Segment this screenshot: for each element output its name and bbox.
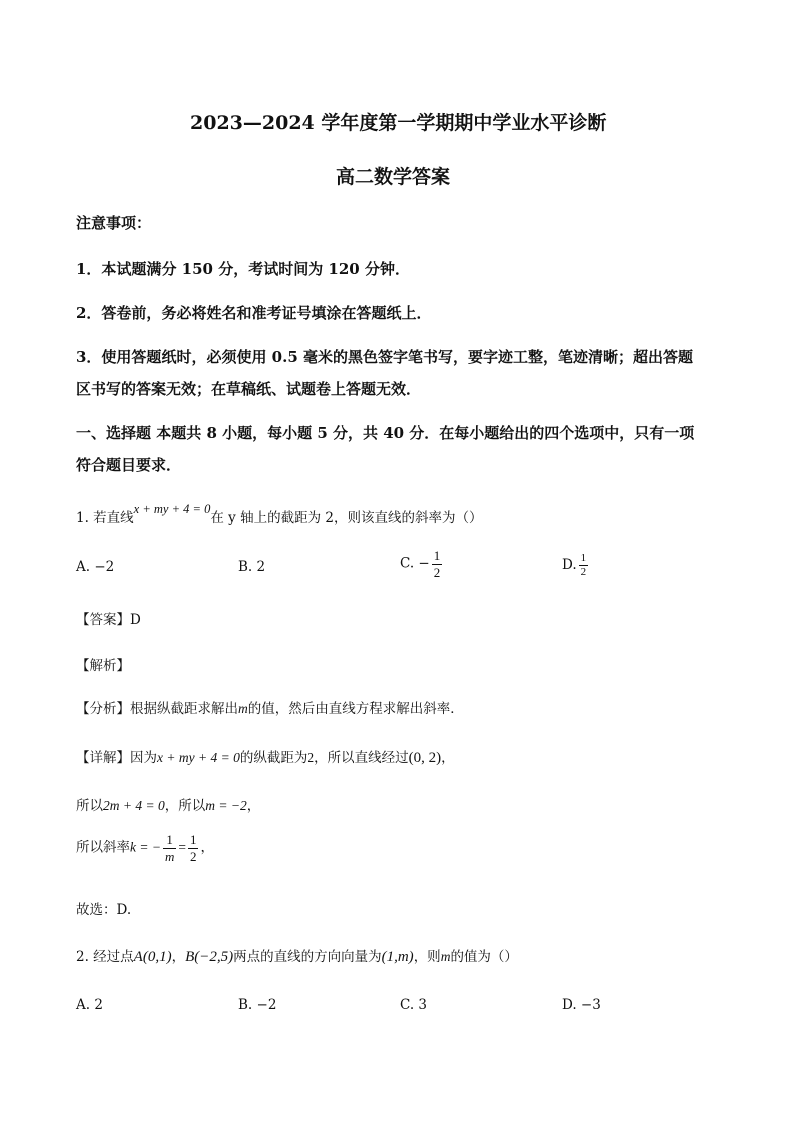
question-1-option-c	[400, 548, 444, 580]
fenxi-suffix: 的值，然后由直线方程求解出斜率．	[247, 701, 464, 717]
question-1-option-c-fraction	[432, 548, 443, 580]
step2-equation-1: 2m + 4 = 0	[103, 798, 165, 813]
question-2-vector: (1,m)	[381, 949, 414, 965]
question-2-option-b: B. −2	[238, 997, 277, 1013]
step2-mid: ，所以	[164, 798, 206, 814]
question-1-analysis-label: 【解析】	[76, 658, 130, 674]
fraction-numerator: 1	[189, 832, 197, 847]
fraction-numerator: 1	[433, 548, 441, 563]
question-1-option-b: B. 2	[238, 559, 266, 575]
step3-k: k = −	[130, 839, 161, 855]
question-2-stem	[76, 945, 518, 966]
detail-value: 2	[307, 750, 315, 765]
fenxi-prefix: 【分析】根据纵截距求解出	[76, 701, 238, 717]
notice-item-2: 2．答卷前，务必将姓名和准考证号填涂在答题纸上．	[76, 304, 432, 322]
doc-title: 2023—2024 学年度第一学期期中学业水平诊断	[190, 112, 607, 134]
question-1-stem	[76, 502, 483, 526]
notice-heading: 注意事项：	[76, 214, 152, 232]
step3-prefix: 所以斜率	[76, 839, 130, 856]
notice-item-3-line2: 区书写的答案无效；在草稿纸、试题卷上答题无效．	[76, 380, 422, 398]
fraction-numerator: 1	[580, 552, 587, 564]
step2-end: ，	[246, 798, 261, 814]
question-1-option-d-label: D.	[562, 557, 577, 574]
fraction-denominator: 2	[580, 566, 587, 579]
step3-fraction-2	[188, 832, 199, 864]
detail-mid2: ，所以直线经过	[314, 750, 409, 766]
detail-point: (0, 2)	[408, 750, 442, 766]
step3-end: ，	[200, 839, 214, 856]
fraction-denominator: 2	[433, 564, 441, 580]
question-2-point-a: A(0,1)	[133, 949, 172, 965]
question-2-option-a: A. 2	[76, 997, 103, 1013]
fraction-denominator: 2	[189, 848, 197, 864]
question-2-prefix: 2. 经过点	[76, 949, 134, 965]
notice-item-1: 1．本试题满分 150 分，考试时间为 120 分钟．	[76, 260, 410, 278]
question-2-suffix: 的值为（）	[450, 949, 518, 965]
question-1-conclusion: 故选：D.	[76, 902, 132, 918]
question-1-prefix: 1. 若直线	[76, 510, 134, 526]
question-2-variable: m	[440, 949, 451, 964]
question-1-detail	[76, 746, 455, 767]
question-1-option-d-fraction	[579, 552, 589, 579]
step2-prefix: 所以	[76, 798, 103, 814]
question-1-option-c-label: C. −	[400, 555, 430, 572]
question-2-separator: ，	[171, 949, 186, 965]
question-1-equation: x + my + 4 = 0	[133, 502, 211, 516]
question-2-option-c: C. 3	[400, 997, 428, 1013]
section-1-heading-line2: 符合题目要求．	[76, 456, 182, 474]
question-1-step-2	[76, 794, 260, 814]
question-1-answer: 【答案】D	[76, 612, 141, 628]
detail-mid: 的纵截距为	[239, 750, 308, 766]
question-1-step-3	[76, 832, 214, 864]
fraction-numerator: 1	[166, 832, 173, 847]
doc-subtitle: 高二数学答案	[336, 166, 451, 188]
step2-equation-2: m = −2	[205, 798, 247, 813]
detail-end: ，	[441, 750, 455, 766]
question-2-mid2: ，则	[413, 949, 441, 965]
question-2-mid: 两点的直线的方向向量为	[233, 949, 382, 965]
detail-equation: x + my + 4 = 0	[157, 750, 240, 765]
fenxi-variable: m	[238, 701, 248, 716]
fraction-denominator: m	[164, 848, 175, 864]
detail-prefix: 【详解】因为	[76, 750, 157, 766]
question-1-fenxi	[76, 697, 464, 717]
question-2-option-d: D. −3	[562, 997, 601, 1013]
question-1-option-a: A. −2	[76, 559, 115, 575]
step3-fraction-1	[163, 832, 176, 864]
question-1-option-d	[562, 552, 590, 579]
step3-equals: =	[178, 839, 186, 855]
notice-item-3-line1: 3．使用答题纸时，必须使用 0.5 毫米的黑色签字笔书写，要字迹工整，笔迹清晰；超出答题	[76, 348, 693, 366]
section-1-heading-line1: 一、选择题 本题共 8 小题，每小题 5 分，共 40 分．在每小题给出的四个选项中，只有一项	[76, 424, 695, 442]
question-2-point-b: B(−2,5)	[185, 949, 234, 965]
question-1-suffix: 在 y 轴上的截距为 2，则该直线的斜率为（）	[210, 510, 483, 526]
